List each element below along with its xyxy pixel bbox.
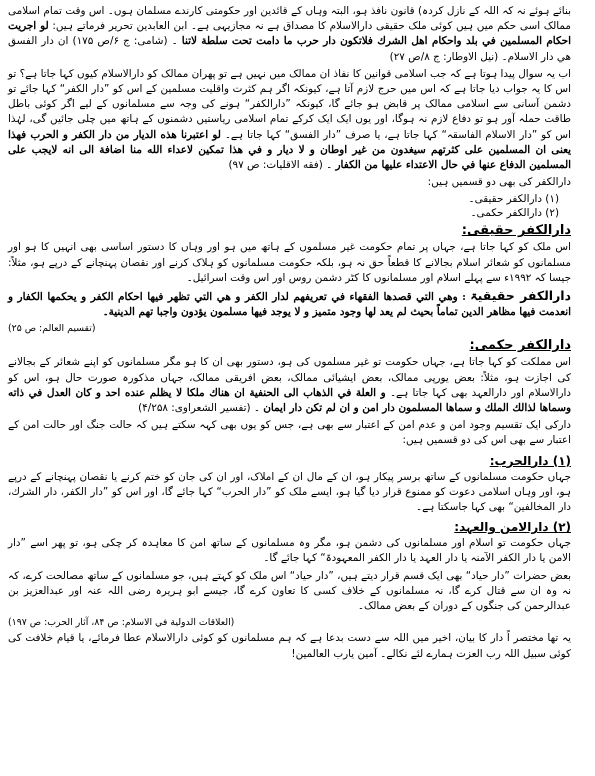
arabic-quote: : وهي التي قصدها الفقهاء في تعريفهم لدار الكفر و هي التي تظهر فيها احكام الكفر و يحكمها الكفار و انعدمت فيها مظاهر الدين تماماً بحيث لم يعد لها وجود متميز و لا يوجد فيها مسلمون يؤدون واجبا تهم الدينية۔ <box>8 291 571 319</box>
paragraph-dar-harb: جہاں حکومت مسلمانوں کے ساتھ برسر پیکار ہو، ان کے مال ان کے املاک، اور ان کی جان کو ختم کرنے یا نقصان پہنچانے کے درپے ہو، اور وہاں اسلامی دعوت کو ممنوع قرار دیا گیا ہو، ایسے ملک کو ”دار الحرب“ کہا جائے گا، اور اس کو ”دار الكفر، دار الشرك، دار المخالفين“ بھی کہا جاسکتا ہے۔ <box>8 470 571 514</box>
term-label: دارالکفر حقیقیۃ <box>470 288 571 304</box>
paragraph-question <box>8 67 571 173</box>
paragraph-types-intro: دارالکفر کی بھی دو قسمیں ہیں: <box>427 176 571 189</box>
arabic-quote: لو اعتبرنا هذه الديار من دار الكفر و الحرب فهذا يعنى ان المسلمين على كثرتهم سيغدون من غير اوطان و لا ديار و في هذا تمكين لاعداء الله منا اضافة الى انه لايجب على المسلمين الدفاع عنها في حال الاعتداء عليها من الكفار <box>8 128 571 172</box>
paragraph-peace-division: دارکی ایک تقسیم وجود امن و عدم امن کے اعتبار سے بھی ہے، جس کو یوں بھی کہہ سکتے ہیں کہ حالت جنگ اور حالت امن کے اعتبار سے بھی اس کی دو قسمیں ہیں: <box>8 419 571 447</box>
paragraph-closing: یہ تھا مختصر اً دار کا بیان، اخیر میں اللہ سے دست بدعا ہے کہ ہم مسلمانوں کو کوئی دارالاسلام عطا فرمائے، یا قیام خلافت کی کوئی سبیل اللہ رب العزت ہمارے لئے نکالے۔ آمین یارب العالمین! <box>8 632 571 660</box>
paragraph-real-kufr-arabic <box>8 288 571 320</box>
section-heading: دارالکفر حکمی: <box>469 338 571 354</box>
paragraph-text: بنائے ہوئے نہ کہ اللہ کے نازل کردہ) قانون نافذ ہو، البتہ وہاں کے قائدین اور حکومتی کارندے مسلمان ہوں۔ اس وقت تمام اسلامی ممالک اسی حکم میں ہیں کوئی ملک حقیقی دارالاسلام کا مصداق ہے نہ مجازیہی ہے۔ ابن العابدین تحریر فرماتے ہیں: <box>8 5 572 33</box>
reference: ۔ (تفسیر الشعراوی: ۴/۲۵۸) <box>138 402 260 415</box>
list-item: (۲) دارالکفر حکمی۔ <box>470 207 559 220</box>
paragraph-text: اب یہ سوال پیدا ہوتا ہے کہ جب اسلامی قوانین کا نفاذ ان ممالک میں نہیں ہے تو پھران ممالک کو دارالاسلام کیوں کہا جاتا ہے؟ تو اس کا یہ جواب دیا جاتا ہے کہ اس میں حرج لازم آتا ہے، کیونکہ اگر ہم کثرت واقلیت مسلمین کے اس کو ”دار الکفر“ کہا جائے تو دشمن آسانی سے اسلامی ممالک پر قابض ہو جائے گا، کیونکہ ”دارالکفر“ ہونے کی وجہ سے مسلمانوں کے لیے اگر کوئی باطل طاقت حملہ آور ہو تو دفاع لازم نہ ہوگا، اور یوں ایک ایک کرکے تمام اسلامی ریاستیں دشمنوں کے ہاتھ میں چلی جائیں گی، لہٰذا اس کو ”دار الاسلام الفاسقہ“ کہا جاتا ہے، یا صرف ”دار الفسق“ کہا جاتا ہے۔ <box>8 67 571 141</box>
list-item: (۱) دارالکفر حقیقی۔ <box>468 193 559 206</box>
paragraph-text: اس مملکت کو کہا جاتا ہے، جہاں حکومت تو غیر مسلموں کی ہو، دستور بھی ان کا ہو مگر مسلمانوں کو اپنے شعائر کے بجالانے کی اجازت ہو، مثلاً: بعض یورپی ممالک، بعض ایشیائی ممالک، بعض افریقی ممالک، جہاں مذکورہ صورت حال ہو، اس کو دارالاسلام اور دارالعہد بھی کہا جاتا ہے۔ <box>8 356 571 399</box>
section-heading: (۲) دارالامن والعہد: <box>454 520 571 535</box>
types-list <box>8 192 571 220</box>
arabic-quote: لو اجريت احكام المسلمين في بلد واحكام اهل الشرك فلاتكون دار حرب ما دامت تحت سلطة لاتنا <box>8 20 571 48</box>
reference: (تقسیم العالم: ص ۲۵) <box>8 323 96 335</box>
reference: ۔ (فقه الاقليات: ص ۹۷) <box>228 159 333 172</box>
paragraph-intro <box>8 4 571 65</box>
paragraph-dar-hiyad: بعض حضرات ”دار حیاد“ بھی ایک قسم قرار دیتے ہیں، ”دار حیاد“ اس ملک کو کہتے ہیں، جو مسلمانوں کے ساتھ مصالحت کرے، کہ نہ وہ ان سے قتال کرے گا، نہ مسلمانوں کے خلاف کسی کا تعاون کرے گا، جیسے ابو ہریرہ رضی اللہ عنہ اور عبدالعزیز بن عبدالرحمن کی جنگوں کے دوران کے بعض ممالک۔ <box>8 569 571 613</box>
section-heading: (۱) دارالحرب: <box>489 453 571 468</box>
paragraph-real-kufr: اس ملک کو کہا جاتا ہے، جہاں پر تمام حکومت غیر مسلموں کے ہاتھ میں ہو اور وہاں کا دستور اساسی بھی انہیں کا ہو اور مسلمانوں کو شعائر اسلام بجالانے کا قطعاً حق نہ ہو، بلکہ حکومت مسلمانوں کو ہلاک کرنے اور نقصان پہنچانے کے درپے ہو، مثلاً: جیسا کہ ۱۹۹۲ء سے پہلے اسلام اور مسلمانوں کا کٹر دشمن روس اور اس وقت اسرائیل۔ <box>8 241 571 284</box>
reference: ۔ (شامی: ج ۶/ص ۱۷۵) ان دار الفسق هي دار الاسلام۔ (نیل الاوطار: ج ۸/ص ۲۷) <box>8 35 571 63</box>
paragraph-dar-amn: جہاں حکومت تو اسلام اور مسلمانوں کی دشمن ہو، مگر وہ مسلمانوں کے ساتھ امن کا معاہدہ کر چکی ہو، تو پھر اسے ”دار الامن یا دار الکفر الآمنہ یا دار العہد یا دار الکفر المعہودۃ“ کہا جائے گا۔ <box>8 537 571 565</box>
section-heading: دارالکفر حقیقی: <box>461 223 571 239</box>
reference: (العلاقات الدولية في الاسلام: ص ۸۴، آثار الحرب: ص ۱۹۷) <box>8 617 235 629</box>
paragraph-legal-kufr <box>8 355 571 416</box>
arabic-quote: و العلة في الذهاب الى الحنفية ان هناك ملكا لا يظلم عنده احد و كان العدل في ذاته وسماها لذالك الملك و سماها المسلمون دار امن و ان لم تكن دار ايمان <box>8 386 571 415</box>
